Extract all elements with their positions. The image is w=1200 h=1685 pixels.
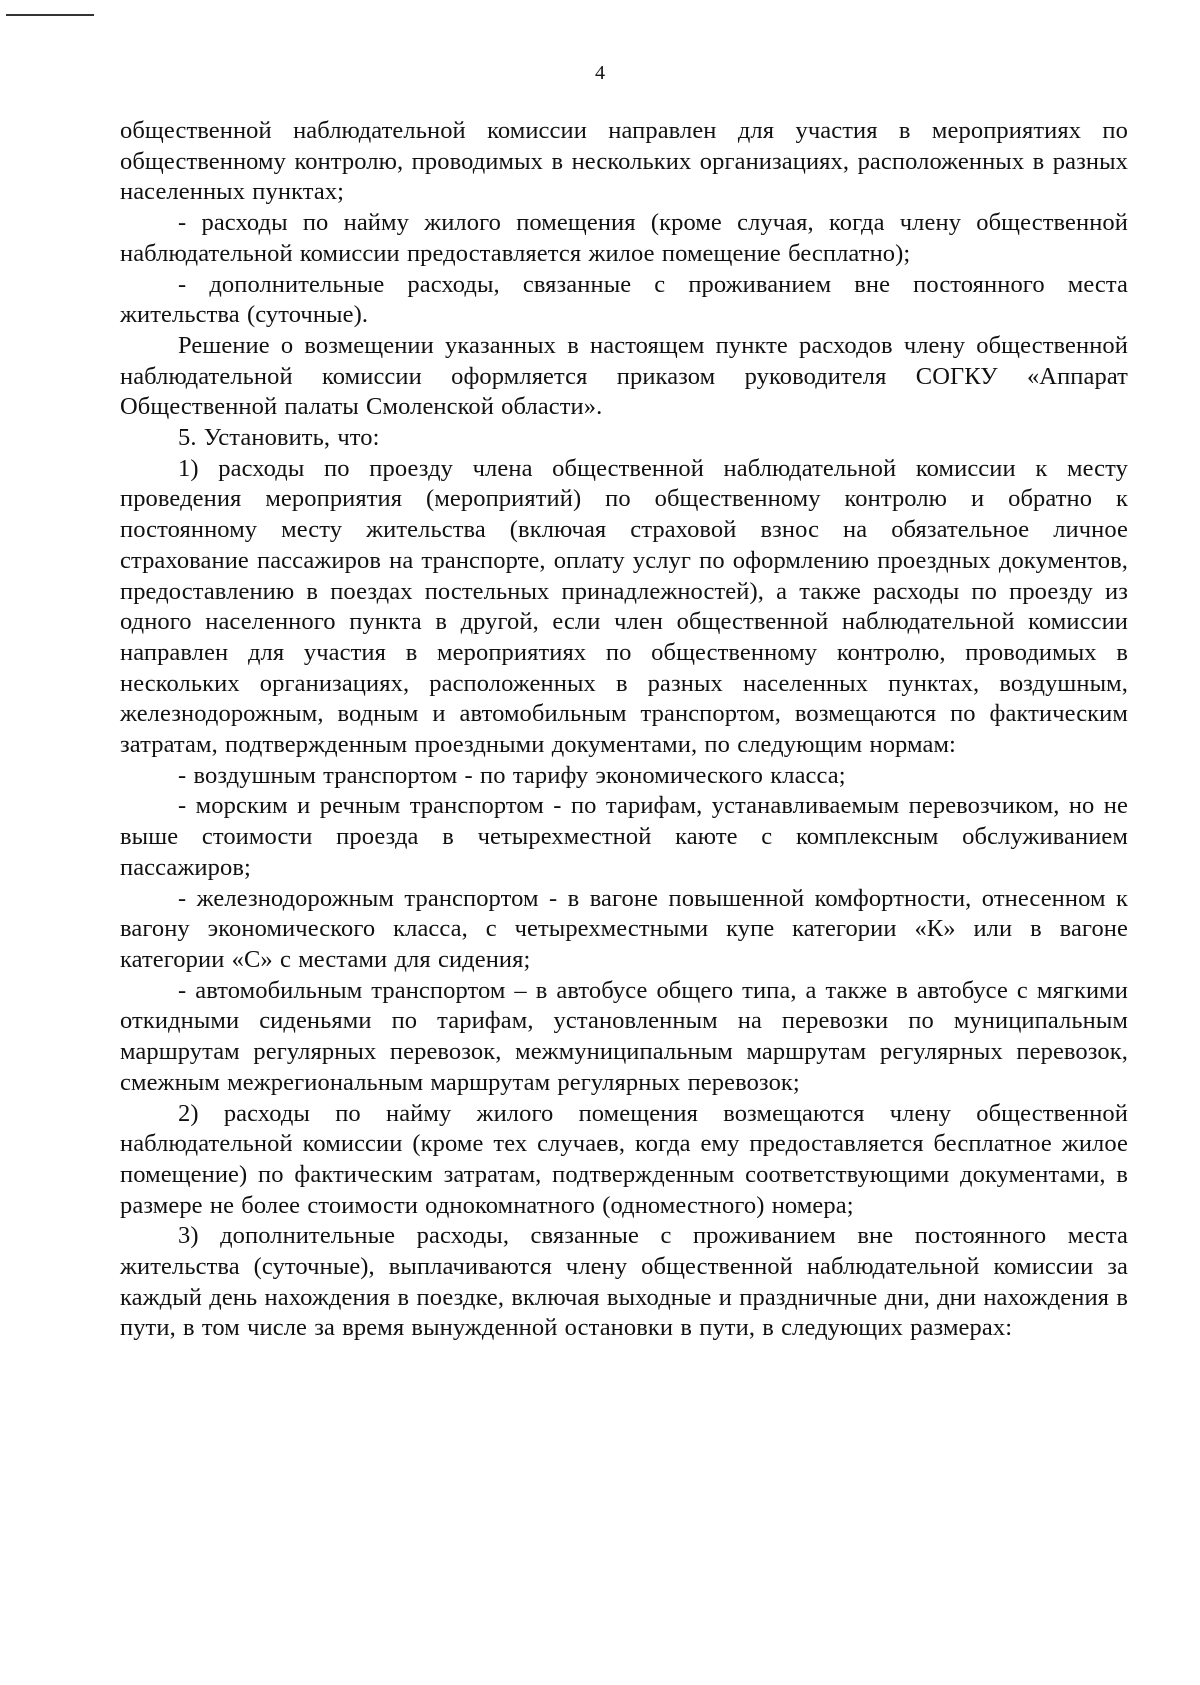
paragraph-item-1-travel: 1) расходы по проезду члена общественной наблюдательной комиссии к месту проведения мероприятия (мероприятий) по общественному контролю и обратно к постоянному месту жительства (включая страховой взнос на обязательное личное страхование пассажиров на транспорте, оплату услуг по оформлению проездных документов, предоставлению в поездах постельных принадлежностей), а также расходы по проезду из одного населенного пункта в другой, если член общественной наблюдательной комиссии направлен для участия в мероприятиях по общественному контролю, проводимых в нескольких организациях, расположенных в разных населенных пунктах, воздушным, железнодорожным, водным и автомобильным транспортом, возмещаются по фактическим затратам, подтвержденным проездными документами, по следующим нормам: bbox=[120, 454, 1128, 759]
paragraph-air-transport: - воздушным транспортом - по тарифу экономического класса; bbox=[178, 761, 846, 789]
paragraph-clause-5: 5. Установить, что: bbox=[178, 424, 380, 452]
paragraph-reimbursement-decision: Решение о возмещении указанных в настоящем пункте расходов члену общественной наблюдательной комиссии оформляется приказом руководителя СОГКУ «Аппарат Общественной палаты Смоленской области». bbox=[120, 331, 1128, 421]
paragraph-daily-allowance: - дополнительные расходы, связанные с проживанием вне постоянного места жительства (суточные). bbox=[120, 270, 1128, 329]
paragraph-housing-expenses: - расходы по найму жилого помещения (кроме случая, когда члену общественной наблюдательной комиссии предоставляется жилое помещение бесплатно); bbox=[120, 209, 1128, 267]
paragraph-road-transport: - автомобильным транспортом – в автобусе общего типа, а также в автобусе с мягкими откидными сиденьями по тарифам, установленным на перевозки по муниципальным маршрутам регулярных перевозок, межмуниципальным маршрутам регулярных перевозок, смежным межрегиональным маршрутам регулярных перевозок; bbox=[120, 976, 1128, 1096]
paragraph-item-2-housing: 2) расходы по найму жилого помещения возмещаются члену общественной наблюдательной комиссии (кроме тех случаев, когда ему предоставляется бесплатное жилое помещение) по фактическим затратам, подтвержденным соответствующими документами, в размере не более стоимости однокомнатного (одноместного) номера; bbox=[120, 1099, 1128, 1219]
page-number: 4 bbox=[595, 62, 605, 84]
paragraph-item-3-per-diem: 3) дополнительные расходы, связанные с проживанием вне постоянного места жительства (суточные), выплачиваются члену общественной наблюдательной комиссии за каждый день нахождения в поездке, включая выходные и праздничные дни, дни нахождения в пути, в том числе за время вынужденной остановки в пути, в следующих размерах: bbox=[120, 1222, 1128, 1342]
paragraph-rail-transport: - железнодорожным транспортом - в вагоне повышенной комфортности, отнесенном к вагону экономического класса, с четырехместными купе категории «К» или в вагоне категории «С» с местами для сидения; bbox=[120, 884, 1128, 973]
paragraph-sea-river-transport: - морским и речным транспортом - по тарифам, устанавливаемым перевозчиком, но не выше стоимости проезда в четырехместной каюте с комплексным обслуживанием пассажиров; bbox=[120, 792, 1128, 881]
scan-artifact-line bbox=[6, 14, 94, 16]
document-body bbox=[120, 116, 1128, 1344]
paragraph-continuation: общественной наблюдательной комиссии направлен для участия в мероприятиях по общественному контролю, проводимых в нескольких организациях, расположенных в разных населенных пунктах; bbox=[120, 117, 1128, 206]
